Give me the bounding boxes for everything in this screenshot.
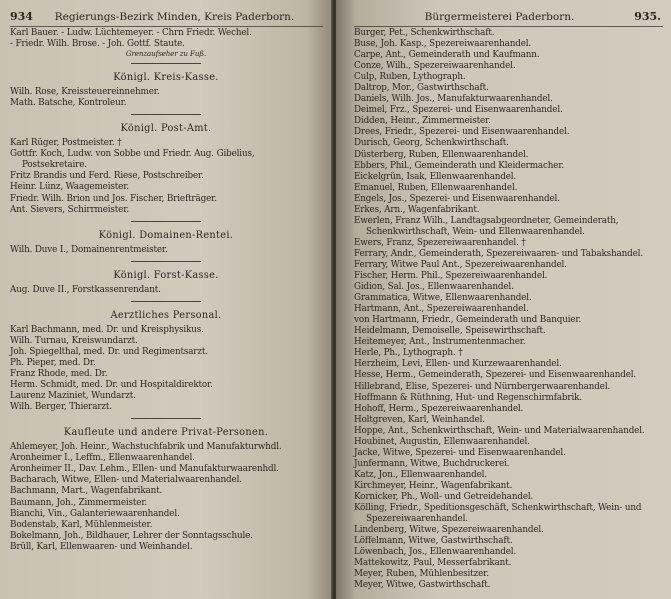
entry-line: Herle, Ph., Lythograph. † bbox=[354, 348, 463, 359]
entry-line: Wilh. Rose, Kreissteuereinnehmer. bbox=[10, 87, 160, 98]
entry-line: Grenzaufseher zu Fuß. bbox=[125, 49, 207, 59]
entry-line: Bokelmann, Joh., Bildhauer, Lehrer der Sonntagsschule. bbox=[10, 530, 253, 541]
entry-line: Herm. Schmidt, med. Dr. und Hospitaldirektor. bbox=[10, 380, 213, 391]
right-page-number: 935. bbox=[634, 10, 661, 23]
entry-line: Meyer, Ruben, Mühlenbesitzer. bbox=[354, 569, 489, 580]
entry-line: Ewerlen, Franz Wilh., Landtagsabgeordneter, Gemeinderath, Schenkwirthschaft, Wein- und Ellenwaarenhandel. bbox=[354, 215, 619, 237]
entry-line: Aug. Duve II., Forstkassenrendant. bbox=[10, 284, 161, 295]
entry-line: Bacharach, Witwe, Ellen- und Materialwaarenhandel. bbox=[10, 475, 242, 486]
entry-line: Emanuel, Ruben, Ellenwaarenhandel. bbox=[354, 182, 518, 193]
entry-line: Daltrop, Mor., Gastwirthschaft. bbox=[354, 83, 489, 94]
entry-line: Wilh. Turnau, Kreiswundarzt. bbox=[10, 335, 138, 346]
section-heading: Königl. Post-Amt. bbox=[120, 123, 212, 135]
right-header-rule bbox=[354, 26, 663, 27]
entry-line: Conze, Wilh., Spezereiwaarenhandel. bbox=[354, 61, 516, 72]
entry-line: Aronheimer II., Dav. Lehm., Ellen- und Manufakturwaarenhdl. bbox=[10, 464, 279, 475]
right-page bbox=[336, 0, 671, 599]
entry-line: Jacke, Witwe, Spezerei- und Eisenwaarenhandel. bbox=[354, 447, 566, 458]
entry-line: Karl Rüger, Postmeister. † bbox=[10, 138, 122, 149]
entry-line: Deimel, Frz., Spezerei- und Eisenwaarenhandel. bbox=[354, 105, 563, 116]
entry-line: Meyer, Witwe, Gastwirthschaft. bbox=[354, 580, 491, 591]
entry-line: Junfermann, Witwe, Buchdruckerei. bbox=[354, 458, 510, 469]
entry-line: Lindenberg, Witwe, Spezereiwaarenhandel. bbox=[354, 525, 544, 536]
entry-line: Bodenstab, Karl, Mühlenmeister. bbox=[10, 519, 153, 530]
section-heading: Kaufleute und andere Privat-Personen. bbox=[63, 427, 269, 439]
entry-line: Durisch, Georg, Schenkwirthschaft. bbox=[354, 138, 509, 149]
entry-line: Kirchmeyer, Heinr., Wagenfabrikant. bbox=[354, 480, 513, 491]
entry-line: Grammatica, Witwe, Ellenwaarenhandel. bbox=[354, 293, 532, 304]
entry-line: Hillebrand, Elise, Spezerei- und Nürnbergerwaarenhandel. bbox=[354, 381, 611, 392]
entry-line: Brüll, Karl, Ellenwaaren- und Weinhandel. bbox=[10, 541, 193, 552]
entry-line: Heidelmann, Demoiselle, Speisewirthschaft. bbox=[354, 326, 546, 337]
entry-line: Drees, Friedr., Spezerei- und Eisenwaarenhandel. bbox=[354, 127, 570, 138]
section-divider bbox=[131, 301, 201, 302]
section-divider bbox=[131, 418, 201, 419]
entry-line: Fritz Brandis und Ferd. Riese, Postschreiber. bbox=[10, 171, 204, 182]
section-divider bbox=[131, 261, 201, 262]
entry-line: Gottfr. Koch, Ludw. von Sobbe und Friedr. Aug. Gibelius, Postsekretaire. bbox=[10, 149, 255, 171]
entry-line: Houbinet, Augustin, Ellenwaarenhandel. bbox=[354, 436, 530, 447]
entry-line: Karl Bauer. - Ludw. Lüchtemeyer. - Chrn Friedr. Wechel. bbox=[10, 28, 252, 38]
entry-line: Baumann, Joh., Zimmermeister. bbox=[10, 497, 148, 508]
entry-line: Carpe, Ant., Gemeinderath und Kaufmann. bbox=[354, 50, 540, 61]
entry-line: Löffelmann, Witwe, Gastwirthschaft. bbox=[354, 536, 513, 547]
entry-line: Ferrary, Witwe Paul Ant., Spezereiwaarenhandel. bbox=[354, 259, 567, 270]
section-heading: Königl. Domainen-Rentei. bbox=[98, 229, 234, 241]
entry-line: Düsterberg, Ruben, Ellenwaarenhandel. bbox=[354, 149, 529, 160]
entry-line: Fischer, Herm. Phil., Spezereiwaarenhandel. bbox=[354, 271, 548, 282]
entry-line: Heitemeyer, Ant., Instrumentenmacher. bbox=[354, 337, 526, 348]
left-column bbox=[10, 28, 322, 553]
entry-line: Eickelgrün, Isak, Ellenwaarenhandel. bbox=[354, 171, 517, 182]
entry-line: Wilh. Duve I., Domainenrentmeister. bbox=[10, 244, 168, 255]
entry-line: Erkes, Arn., Wagenfabrikant. bbox=[354, 204, 480, 215]
right-column bbox=[354, 28, 664, 591]
entry-line: Heinr. Lünz, Waagemeister. bbox=[10, 182, 129, 193]
entry-line: Hesse, Herm., Gemeinderath, Spezerei- und Eisenwaarenhandel. bbox=[354, 370, 637, 381]
section-divider bbox=[131, 114, 201, 115]
entry-line: Didden, Heinr., Zimmermeister. bbox=[354, 116, 491, 127]
entry-line: Engels, Jos., Spezerei- und Eisenwaarenhandel. bbox=[354, 193, 560, 204]
entry-line: Ferrary, Andr., Gemeinderath, Spezereiwaaren- und Tabakshandel. bbox=[354, 248, 643, 259]
section-divider bbox=[131, 63, 201, 64]
section-heading: Aerztliches Personal. bbox=[110, 309, 222, 321]
entry-line: Bachmann, Mart., Wagenfabrikant. bbox=[10, 486, 163, 497]
entry-line: Hoffmann & Rüthning, Hut- und Regenschirmfabrik. bbox=[354, 392, 582, 403]
entry-line: Hoppe, Ant., Schenkwirthschaft, Wein- und Materialwaarenhandel. bbox=[354, 425, 645, 436]
entry-line: Holtgreven, Karl, Weinhandel. bbox=[354, 414, 485, 425]
entry-line: Mattekowitz, Paul, Messerfabrikant. bbox=[354, 558, 512, 569]
entry-line: Kölling, Friedr., Speditionsgeschäft, Schenkwirthschaft, Wein- und Spezereiwaarenhandel. bbox=[354, 503, 642, 525]
entry-line: von Hartmann, Friedr., Gemeinderath und Banquier. bbox=[354, 315, 582, 326]
entry-line: Math. Batsche, Kontroleur. bbox=[10, 98, 127, 109]
entry-line: Wilh. Berger, Thierarzt. bbox=[10, 402, 112, 413]
entry-line: Franz Rhode, med. Dr. bbox=[10, 369, 108, 380]
entry-line: Culp, Ruben, Lythograph. bbox=[354, 72, 466, 83]
entry-line: Ant. Sievers, Schirrmeister. bbox=[10, 204, 129, 215]
left-page-header bbox=[0, 10, 333, 24]
entry-line: Buse, Joh. Kasp., Spezereiwaarenhandel. bbox=[354, 39, 532, 50]
entry-line: Ewers, Franz, Spezereiwaarenhandel. † bbox=[354, 237, 526, 248]
entry-line: Hartmann, Ant., Spezereiwaarenhandel. bbox=[354, 304, 529, 315]
left-page-number: 934 bbox=[10, 10, 33, 23]
entry-line: Löwenbach, Jos., Ellenwaarenhandel. bbox=[354, 547, 517, 558]
left-running-title: Regierungs-Bezirk Minden, Kreis Paderborn. bbox=[54, 11, 295, 23]
left-page bbox=[0, 0, 333, 599]
entry-line: Hohoff, Herm., Spezereiwaarenhandel. bbox=[354, 403, 524, 414]
entry-line: Joh. Spiegelthal, med. Dr. und Regimentsarzt. bbox=[10, 346, 208, 357]
entry-line: Karl Bachmann, med. Dr. und Kreisphysikus. bbox=[10, 324, 204, 335]
entry-line: Katz, Jon., Ellenwaarenhandel. bbox=[354, 469, 487, 480]
entry-line: Burger, Pet., Schenkwirthschaft. bbox=[354, 28, 495, 38]
entry-line: Daniels, Wilh. Jos., Manufakturwaarenhandel. bbox=[354, 94, 553, 105]
right-running-title: Bürgermeisterei Paderborn. bbox=[424, 11, 575, 23]
entry-line: Ahlemeyer, Joh. Heinr., Wachstuchfabrik und Manufakturwhdl. bbox=[10, 442, 282, 453]
entry-line: Ph. Pieper, med. Dr. bbox=[10, 357, 96, 368]
section-divider bbox=[131, 221, 201, 222]
entry-line: Laurenz Maziniet, Wundarzt. bbox=[10, 391, 136, 402]
entry-line: - Friedr. Wilh. Brose. - Joh. Gottf. Staute. bbox=[10, 39, 185, 50]
section-heading: Königl. Kreis-Kasse. bbox=[113, 72, 219, 84]
entry-line: Aronheimer I., Leffm., Ellenwaarenhandel. bbox=[10, 453, 195, 464]
entry-line: Gidion, Sal. Jos., Ellenwaarenhandel. bbox=[354, 282, 514, 293]
right-page-header bbox=[336, 10, 671, 24]
entry-line: Friedr. Wilh. Brion und Jos. Fischer, Briefträger. bbox=[10, 193, 217, 204]
left-header-rule bbox=[10, 26, 323, 27]
section-heading: Königl. Forst-Kasse. bbox=[113, 269, 219, 281]
entry-line: Herzheim, Levi, Ellen- und Kurzewaarenhandel. bbox=[354, 359, 562, 370]
entry-line: Kornicker, Ph., Woll- und Getreidehandel. bbox=[354, 491, 534, 502]
entry-line: Ebbers, Phil., Gemeinderath und Kleidermacher. bbox=[354, 160, 565, 171]
entry-line: Bianchi, Vin., Galanteriewaarenhandel. bbox=[10, 508, 180, 519]
